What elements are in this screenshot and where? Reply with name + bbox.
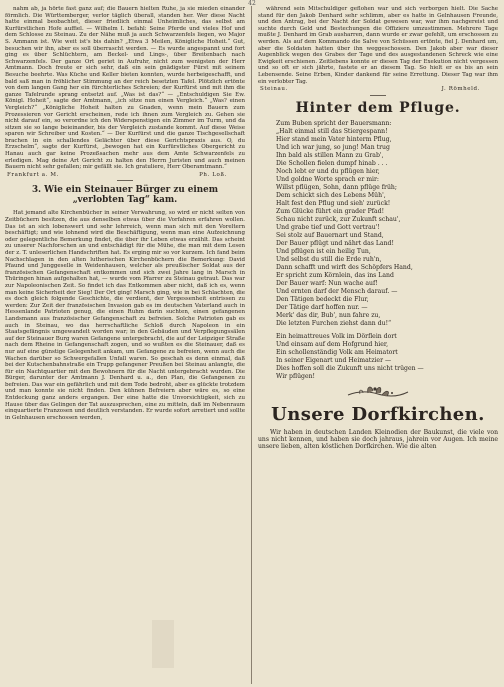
poem-line: Ein heimattreues Volk im Dörflein dort	[276, 332, 397, 340]
poem-line: Hier stand mein Vater hinterm Pflug,	[276, 135, 392, 143]
left-column	[5, 6, 245, 422]
article-paragraph: Wir haben in deutschen Landen Kleinodien der Baukunst, die viele von uns nicht kennen, und haben sie doch jahraus, jahrein vor Augen. Ich meine unsere lieben, alten köstlichen Dorfkirchen. Wie die alten	[258, 428, 498, 451]
poem-line: Zum Glücke führt ein grader Pfad!	[276, 207, 385, 215]
story-continuation: während sein Mitschuldiger geflohen war und sich verborgen hielt. Die Sache stand für den Jakob Denhard sehr schlimm, aber es hatte in Gelnhausen Freunde, und den Antrag, bei der Nacht der Soldat gewesen war, war ihm nachgereist und suchte durch Geld und Bestechungen die Offiziere umzustimmen. Mehrere Tage mußte J. Denhard im Grab ausharren, dann wurde er zwar gefehlt, um erschossen zu werden. Als auf dem Kommando die Salve von Schüssen ertönte, fiel J. Denhard um, aber die Soldaten hatten über ihn weggeschossen. Den Jakob aber war dieser Augenblick wegen des Grabes der Tage und des ausgestandenen Schreck wie eine Ewigkeit erschienen. Zeitlebens konnte er diesen Tag der Exekution nicht vergessen und so oft er sich jährte, fastete er an diesem Tag. So hielt er es bis an sein Lebensende. Seine Erben, Kinder dankend für seine Errettung. Dieser Tag war ihm ein verlobter Tag.	[258, 6, 498, 85]
article-intro	[258, 429, 498, 451]
poem-line: Der Tätige darf hoffen nur. —	[276, 303, 368, 311]
signature-author: J. Römheld.	[441, 86, 480, 93]
poem-line: Und pflügen ist ein heilig Tun,	[276, 247, 371, 255]
story-headline: 3. Wie ein Steinauer Bürger zu einem „verlobten Tag“ kam.	[31, 185, 219, 206]
poem-line: Dies hoffen soll die Zukunft uns nicht trügen —	[276, 364, 424, 372]
article-title: Unsere Dorfkirchen.	[271, 403, 485, 425]
poem-line: Und grabe tief und Gott vertrau'!	[276, 223, 380, 231]
poem-line: Die Schollen fielen dumpf hinab . . .	[276, 159, 388, 167]
poem-line: Die letzten Furchen ziehst dann du!“	[276, 319, 392, 327]
poem-line: Halt fest den Pflug und sieh' zurück!	[276, 199, 391, 207]
poem-line: Und ich war jung, so jung! Man trug	[276, 143, 390, 151]
poem-title: Hinter dem Pfluge.	[295, 99, 461, 116]
poem-line: Den Tätigen bedeckt die Flur,	[276, 295, 369, 303]
poem-line: In seiner Eigenart und Heimatzier —	[276, 356, 392, 364]
poem-line: Wir pflügen!	[276, 372, 316, 380]
anecdote-signature	[5, 172, 245, 179]
floral-ornament-icon	[258, 383, 498, 401]
poem-line: Der Bauer warf: Nun wache auf!	[276, 279, 378, 287]
right-column	[258, 6, 498, 451]
poem-line: Und einsam auf dem Hofgrund hier,	[276, 340, 389, 348]
poem-line: Sei stolz auf Bauernart und Stand,	[276, 231, 384, 239]
page-number: 42	[248, 0, 256, 7]
poem-line: Noch lebt er und du pflügen hier,	[276, 167, 380, 175]
section-divider	[5, 180, 245, 181]
poem-line: Dem schickt sich des Lebens Müh',	[276, 191, 386, 199]
anecdote-paragraph: nahm ab, ja hörte fast ganz auf; die Bauern hielten Ruhe, ja sie mieden einander förmlich. Die Württemberger, verlor täglich überall, standen her. Wer diese Nacht hatte einmal beobachtet, dieser friedlich einmal Unheimliches, das selbst am Kurfürstlichen Hofe auffiel. — Wilhelm I. befahl: Seine Pferde und vieles Hof und dem Schlosse zu Steinau. Zu der Nähe muß ja auch Schwarzenfels liegen, wo Major S. Ammann ist. Wie weit ist's bis dahin? „Etwa 3 Meilen, Königliche Hoheit.“ Gut, besuchen wir ihn, aber es soll überrascht werden. — Es wurde angespannt und fort ging es über Schlüchtern, am Beckel- und Lings-, über Breitenbach nach Schwarzenfels. Der ganze Ort geriet in Aufruhr, nicht zum wenigsten der Herr Amtmann. Doch freute er sich sehr, daß ein sein gnädigster Fürst mit seinem Besuche beehrte. Was Küche und Keller bieten konnten, wurde herbeigeschafft, und bald saß man in fröhlicher Stimmung an der reich besetzten Tafel. Plötzlich ertönte von dem langen Gang her ein fürchterliches Schreien; der Kurfürst und mit ihm die ganze Tafelrunde sprang entsetzt auf. „Was ist das?“ — „Entschuldigen Sie Ew. Königl. Hoheit“, sagte der Amtmann, „ich sitze nun einen Vergleich.“ „Was? einen Vergleich?“ „Königliche Hoheit halten zu Gnaden, wenn mein Bauern zum Prozessieren vor Gericht erscheinen, rede ich ihnen zum Vergleich zu. Gehen sie nicht darauf ein, so verordne ich den Widerspenstigen ein Zimmer im Turm, und da sitzen sie so lange beieinander, bis der Vergleich zustande kommt. Auf diese Weise sparen wir Schreiber und Kosten.“ — Der Kurfürst und die ganze Tischgesellschaft brachen in ein schallendes Gelächter über diese Gerichtspraxis aus. O, du Erzschelm“, sagte der Kurfürst, „bewogen hat ein Kurfürstliches Obergericht zu Hanau auch gar keine Prozeßsachen mehr aus dem Amte Schwarzenfels zu erledigen. Mag deine Art Gericht zu halten den Herrn Juristen und auch meinen Bauern nicht sehr gefallen; mir gefällt sie. Ich gratuliere, Herr Oberamtmann.“	[5, 6, 245, 171]
poem-line: Merk' das dir, Bub', nun fahre zu,	[276, 311, 381, 319]
section-divider	[258, 95, 498, 96]
poem-line: Er spricht zum Körnlein, das ins Land	[276, 271, 394, 279]
column-rule	[251, 6, 252, 684]
story-paragraph: Hat jemand alte Kirchenbücher in seiner Verwahrung, so wird er nicht selten von Zeitbüchern besitzen, die aus denselben etwas über die Vorfahren erfahren wollen. Das ist an sich lobenswert und sehr lehrreich, wenn man sich mit den Voreltern beschäftigt; und wie lohnend wird die Beschäftigung, wenn man eine Aufzeichnung oder gelegentliche Bemerkung findet, die über ihr Leben etwas erzählt. Das scheint zu unserer Nachforschen an und entschädigt für die Mühe, die man mit dem Lesen der z. T. unleserlichen Handschriften hat. Es erging mir so vor kurzem. Ich fand beim Nachschlagen in den alten lutherischen Kirchenbüchern die Bemerkung: David Pfaund und Junggeselle in Weidenhausen, welcher als preußischer Soldat aus der französischen Gefangenschaft entkommen und sich zwei Jahre lang in Marsch in Thüringen hinan aufgehalten hat, — wurde vom Pfarrer zu Steinau getraut. Das war zur Napoleonischen Zeit. So findet ich das Entkommen aber nicht, daß ich es, wenn man keine Sicherheit der Sieg! Der Ort ging! Marsch ging, wie in bei Schlachten, die es doch gleich folgende Geschichte, die verdient, der Vergessenheit entrissen zu werden: Zur Zeit der französischen Invasion gab es im deutschen Vaterland auch in Hessenlande Patrioten genug, die einen Ruhm darin suchten, einen gefangenen Landsmann aus französischer Gefangenschaft zu befreien. Solche Patrioten gab es auch in Steinau, wo das herrschaftliche Schloß durch Napoleon in ein Staatsgefängnis umgewandelt worden war; in den Gebäuden und Verpflegungssälen auf der Steinauer Burg waren Gefangene untergebracht, die auf der Leipziger Straße nach dem Rheine in Gefangenschaft zogen, und so wußten es die Steinauer, daß es nur auf eine günstige Gelegenheit ankam, um Gefangene zu befreien, wenn auch die Wachen darüber so Schwergefallen Unfall waren. So geschah es denn einmal, daß bei der Kutschenbahnstraße ein Trupp gefangener Preußen bei Steinau anlangte, die für ein Nachtquartier mit den Bewohnern für die Nacht untergebracht wurden. Die Bürger, darunter der Amtmann J. Denhard u. a., den Plan, die Gefangenen zu befreien. Das war ein gefährlich und mit dem Tode bedroht, aber es glückte trotzdem und man konnte sie nicht finden. Den kühnen Befreiern aber wäre es, so eine Entdeckung ganz anders ergangen. Der eine hatte die Unvorsichtigkeit, sich zu Hause über das Gelingen der Tat auszusprechen, eine zu mitteln, daß im Nebenraum einquartierte Franzosen und deutlich verstanden. Er wurde sofort arretiert und sollte in Gelnhausen erschossen werden,	[5, 210, 245, 421]
poem-line: Willst pflügen, Sohn, dann pflüge früh;	[276, 183, 397, 191]
signature-author: Ph. Loß.	[199, 171, 227, 178]
print-smudge	[152, 620, 174, 668]
poem-line: Ein schollenständig Volk am Heimatort	[276, 348, 398, 356]
poem-line: Und selbst du still die Erde ruh'n,	[276, 255, 382, 263]
poem	[258, 120, 498, 381]
signature-place: Frankfurt a. M.	[7, 171, 59, 178]
poem-line: Und ernten darf der Mensch darauf. —	[276, 287, 398, 295]
poem-line: „Halt einmal still das Stiergespann!	[276, 127, 388, 135]
poem-line: Der Bauer pflügt und nährt das Land!	[276, 239, 394, 247]
story-signature	[258, 86, 498, 93]
poem-line: Zum Buben spricht der Bauersmann:	[276, 119, 392, 127]
poem-line: Schau nicht zurück, zur Zukunft schau',	[276, 215, 401, 223]
poem-line: Ihn bald als stillen Mann zu Grab',	[276, 151, 384, 159]
poem-line: Und goldne Worte sprach er mir:	[276, 175, 379, 183]
signature-place: Steinau.	[260, 86, 288, 93]
poem-line: Dann schafft und wirft des Schöpfers Hand,	[276, 263, 413, 271]
